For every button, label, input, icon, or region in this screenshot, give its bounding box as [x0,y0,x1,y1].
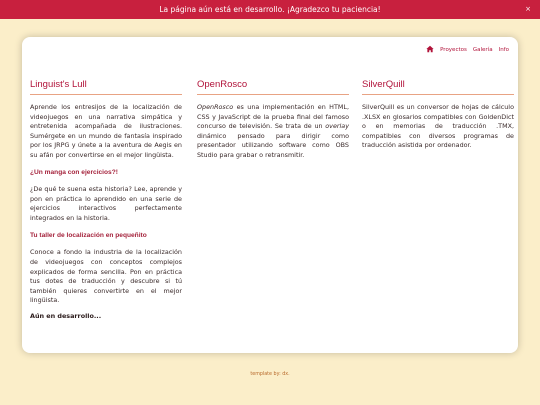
taller-heading: Tu taller de localización en pequeñito [30,232,147,240]
nav-info[interactable]: Info [498,47,509,53]
banner-text: La página aún está en desarrollo. ¡Agradezco tu paciencia! [159,5,381,14]
nav-home[interactable] [426,45,434,55]
home-icon [426,45,434,53]
main-card [22,37,518,353]
column-openrosco [197,80,349,160]
rosco-em-name: OpenRosco [197,103,234,111]
footer-credit: template by: dx. [250,372,290,377]
lull-intro: Aprende los entresijos de la localización de videojuegos en una narrativa simpática y entretenida acompañada de ilustraciones. Sumérgete en un mundo de fantasía inspirado por los JRPG y únete a la aventura de Aegis en su afán por convertirse en el mejor lingüista. [30,103,182,159]
manga-heading: ¿Un manga con ejercicios?! [30,169,118,177]
nav-proyectos[interactable]: Proyectos [440,47,467,53]
close-icon[interactable]: × [525,5,531,13]
rosco-title[interactable]: OpenRosco [197,80,349,95]
lull-title[interactable]: Linguist's Lull [30,80,182,95]
quill-text: SilverQuill es un conversor de hojas de cálculo .XLSX en glosarios compatibles con GoldenDict o en memorias de traducción .TMX, compatibles con diversos programas de traducción asistida por ordenador. [362,103,514,150]
column-silverquill [362,80,514,151]
manga-text: ¿De qué te suena esta historia? Lee, aprende y pon en práctica lo aprendido en una serie de ejercicios interactivos perfectamente integrados en la historia. [30,185,182,222]
column-linguists-lull [30,80,182,321]
nav-galeria[interactable]: Galería [472,47,493,53]
taller-text: Conoce a fondo la industria de la localización de videojuegos con conceptos complejos explicados de forma sencilla. Pon en práctica tus dotes de traducción y descubre si tú también quieres convertirte en el mejor lingüista. [30,248,182,305]
rosco-em-overlay: overlay [325,122,349,131]
rosco-text [197,103,349,160]
top-nav [426,45,509,55]
rosco-text-part2: dinámico pensado para dirigir como presentador utilizando software como OBS Studio para grabar o retransmitir. [197,131,349,159]
dev-note: Aún en desarrollo... [30,311,102,320]
rosco-text-part1: es una implementación en HTML, CSS y JavaScript de la prueba final del famoso concurso de televisión. Se trata de un [197,103,349,131]
notice-banner [0,0,540,19]
quill-title[interactable]: SilverQuill [362,80,514,95]
